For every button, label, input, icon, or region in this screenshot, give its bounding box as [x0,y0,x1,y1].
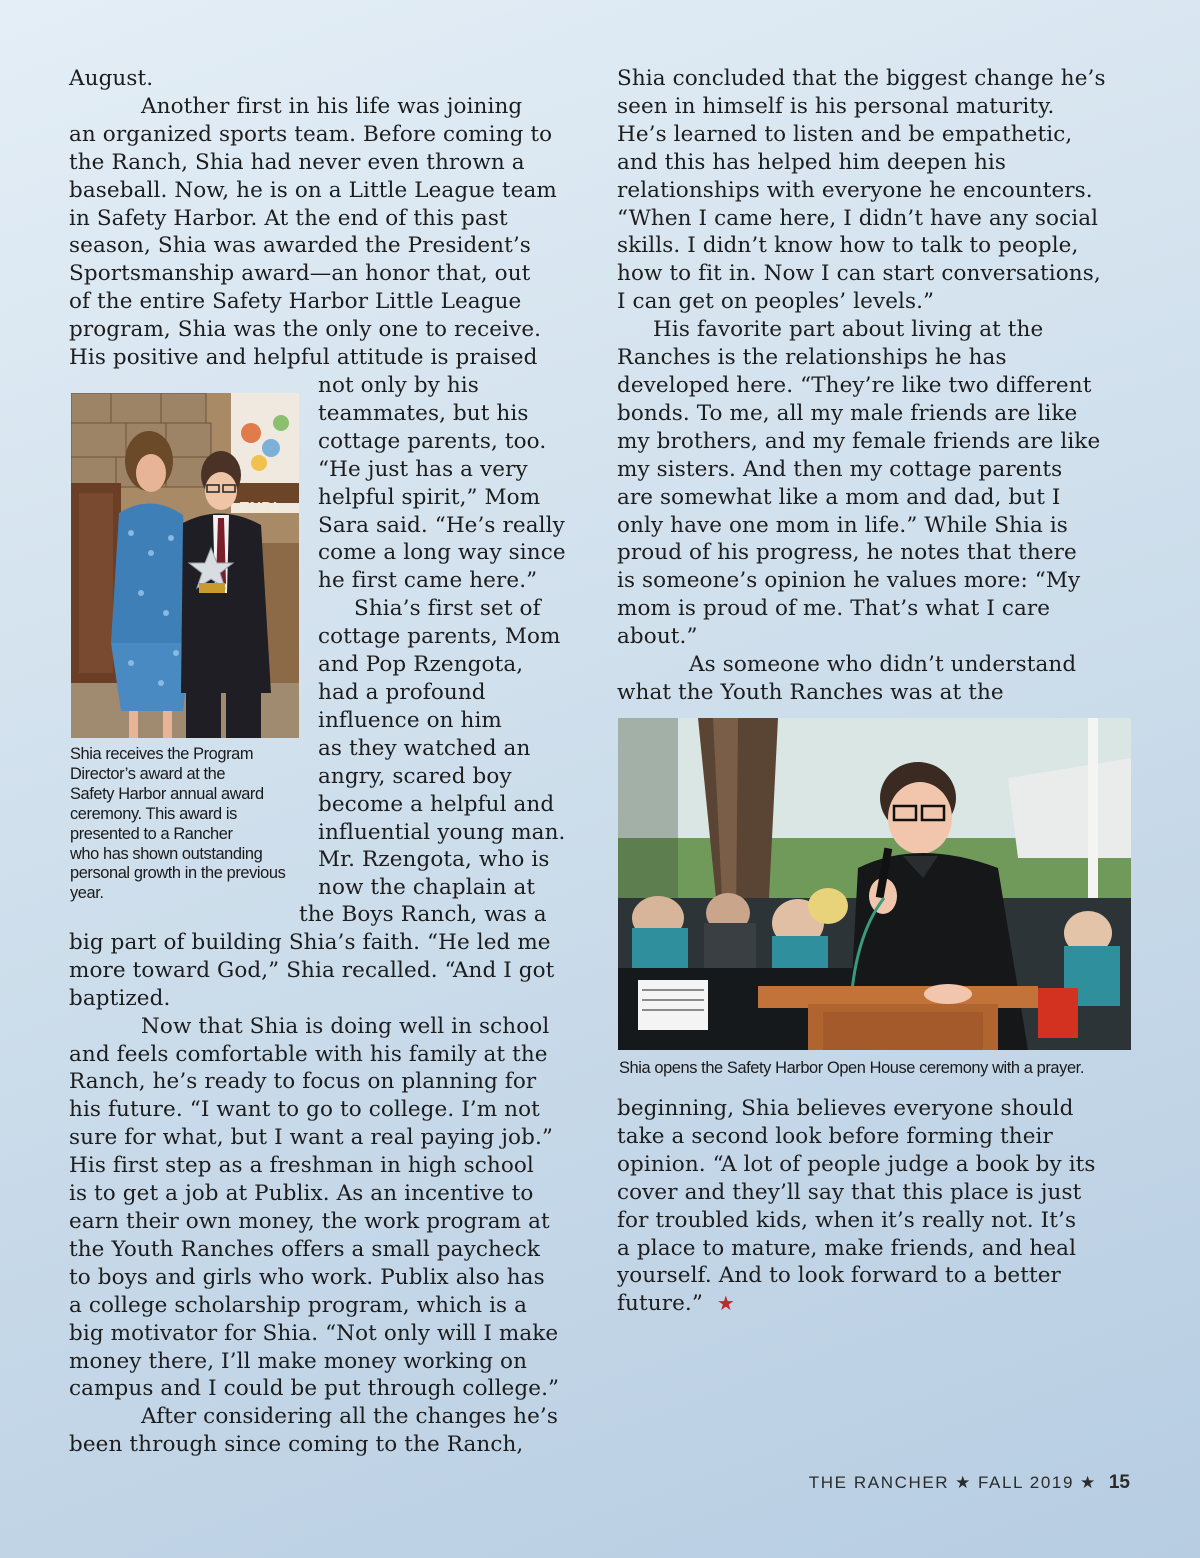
text-line: opinion. “A lot of people judge a book by its [617,1151,1096,1177]
text-line: angry, scared boy [318,763,512,789]
text-line: Now that Shia is doing well in school [141,1013,550,1039]
text-line: Mr. Rzengota, who is [318,847,550,873]
text-line: cover and they’ll say that this place is just [617,1179,1082,1205]
issue-label: FALL 2019 [978,1473,1075,1492]
text-line: His favorite part about living at the [653,317,1044,343]
footer-star-icon: ★ [1080,1473,1097,1492]
text-line: August. [69,66,154,91]
page-footer [809,1472,1130,1494]
text-line: the Ranch, Shia had never even thrown a [69,149,525,175]
text-line: take a second look before forming their [617,1123,1053,1149]
text-line: Another first in his life was joining [141,93,523,119]
text-line: teammates, but his [318,400,529,426]
text-line: helpful spirit,” Mom [318,484,541,510]
prayer-photo [618,718,1131,1050]
prayer-photo-illustration [618,718,1131,1050]
text-line: a college scholarship program, which is a [69,1292,528,1318]
text-line: big part of building Shia’s faith. “He led me [69,929,551,955]
award-photo-caption [70,745,285,904]
text-line: mom is proud of me. That’s what I care [617,596,1051,622]
text-line: only have one mom in life.” While Shia is [617,512,1068,538]
text-line: been through since coming to the Ranch, [69,1432,524,1458]
text-line: relationships with everyone he encounters. [617,177,1093,203]
text-line: His positive and helpful attitude is praised [69,345,538,371]
caption-line: who has shown outstanding [70,844,263,863]
text-line: money there, I’ll make money working on [69,1348,528,1374]
caption-line: Shia opens the Safety Harbor Open House ceremony with a prayer. [619,1059,1084,1077]
prayer-photo-caption [619,1059,1084,1079]
caption-line: Director’s award at the [70,764,226,783]
text-line: influential young man. [318,819,566,845]
text-line: Shia concluded that the biggest change he’s [617,66,1106,91]
caption-line: Safety Harbor annual award [70,784,264,803]
text-line: come a long way since [318,540,566,566]
text-line: are somewhat like a mom and dad, but I [617,484,1061,510]
text-line: about.” [617,624,698,650]
text-line: cottage parents, too. [318,428,547,454]
text-line: campus and I could be put through college.” [69,1376,560,1402]
text-line: seen in himself is his personal maturity. [617,93,1055,119]
text-line: season, Shia was awarded the President’s [69,233,531,259]
text-line: of the entire Safety Harbor Little League [69,289,522,315]
caption-line: presented to a Rancher [70,824,233,843]
text-line: an organized sports team. Before coming to [69,121,553,147]
text-line: is someone’s opinion he values more: “My [617,568,1081,594]
text-line: in Safety Harbor. At the end of this past [69,205,508,231]
text-line: skills. I didn’t know how to talk to people, [617,233,1079,259]
column-1-wrap [318,372,566,902]
text-line: and Pop Rzengota, [318,652,524,678]
caption-line: Shia receives the Program [70,745,254,763]
text-line: had a profound [318,679,486,705]
text-line: what the Youth Ranches was at the [617,679,1004,705]
text-line: bonds. To me, all my male friends are like [617,400,1078,426]
column-2-bottom [617,1095,1096,1318]
banner-text: ENDI [239,500,278,517]
caption-line: year. [70,884,104,903]
footer-star-icon: ★ [955,1473,972,1492]
column-2-top [617,65,1106,707]
text-line: His first step as a freshman in high school [69,1153,534,1179]
text-line: now the chaplain at [318,875,536,901]
text-line: he first came here.” [318,568,538,594]
text-line: a place to mature, make friends, and heal [617,1235,1077,1261]
text-line: more toward God,” Shia recalled. “And I got [69,957,555,983]
end-star-icon: ★ [716,1291,735,1316]
page-number: 15 [1108,1472,1130,1493]
text-line: Ranch, he’s ready to focus on planning for [69,1069,537,1095]
caption-line: ceremony. This award is [70,804,237,823]
text-line: I can get on peoples’ levels.” [617,289,935,315]
text-line: his future. “I want to go to college. I’m not [69,1097,540,1123]
text-line: as they watched an [318,735,531,761]
text-line: my brothers, and my female friends are like [617,428,1101,454]
text-line: the Youth Ranches offers a small paycheck [69,1236,541,1262]
text-line: Sara said. “He’s really [318,512,565,538]
text-line: not only by his [318,373,479,398]
text-line: baptized. [69,985,171,1011]
final-line: future.” [617,1291,703,1317]
text-line: and this has helped him deepen his [617,149,1007,175]
text-line: Shia’s first set of [354,596,541,622]
text-line: to boys and girls who work. Publix also has [69,1264,545,1290]
text-line: sure for what, but I want a real paying job.” [69,1125,553,1151]
text-line: influence on him [318,707,502,733]
text-line: baseball. Now, he is on a Little League team [69,177,557,203]
column-1-top [69,65,557,372]
text-line: beginning, Shia believes everyone should [617,1096,1074,1121]
text-line: how to fit in. Now I can start conversations, [617,261,1101,287]
text-line: proud of his progress, he notes that there [617,540,1077,566]
text-line: As someone who didn’t understand [689,652,1077,678]
text-line: earn their own money, the work program at [69,1208,550,1234]
text-line: is to get a job at Publix. As an incentive to [69,1181,534,1207]
text-line: and feels comfortable with his family at the [69,1041,548,1067]
text-line: cottage parents, Mom [318,624,561,650]
caption-line: personal growth in the previous [70,864,286,883]
text-line: developed here. “They’re like two different [617,372,1092,398]
text-line: become a helpful and [318,791,555,817]
text-line: yourself. And to look forward to a better [617,1263,1061,1289]
text-line: Sportsmanship award—an honor that, out [69,261,531,287]
text-line: “He just has a very [318,456,528,482]
text-line: the Boys Ranch, was a [299,902,547,927]
text-line: for troubled kids, when it’s really not. It’s [617,1207,1077,1233]
text-line: Ranches is the relationships he has [617,345,1007,371]
text-line: big motivator for Shia. “Not only will I make [69,1320,559,1346]
column-1-bottom [69,901,559,1459]
text-line: my sisters. And then my cottage parents [617,456,1063,482]
text-line [617,1290,1096,1318]
text-line: “When I came here, I didn’t have any social [617,205,1099,231]
text-line: He’s learned to listen and be empathetic, [617,121,1073,147]
text-line: After considering all the changes he’s [141,1404,559,1430]
publication-name: THE RANCHER [808,1473,950,1492]
award-photo-illustration [71,393,299,738]
award-photo [71,393,299,738]
text-line: program, Shia was the only one to receive. [69,317,542,343]
